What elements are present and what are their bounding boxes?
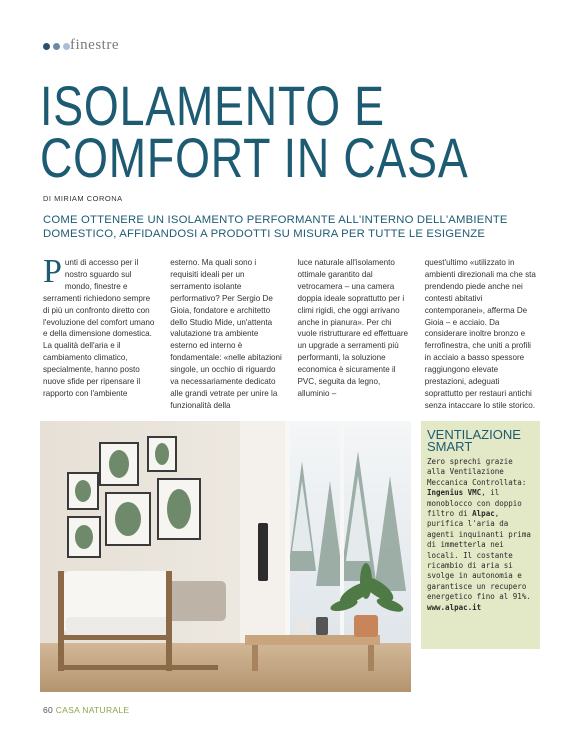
page-footer (43, 705, 129, 715)
column-2: esterno. Ma quali sono i requisiti ideali per un serramento isolante performativo? Per Sergio De Gioia, fondatore e architetto dello Studio Mide, un'attenta valutazione tra ambiente esterno ed interno è fondamentale: «nelle abitazioni singole, un occhio di riguardo va necessariamente dedicato alle grandi vetrate per unire la funzionalità della (170, 258, 282, 410)
ventilation-sidebar (421, 421, 540, 649)
interior-photo-illustration (40, 421, 411, 692)
dropcap: P (43, 253, 62, 290)
magazine-name: CASA NATURALE (55, 705, 130, 715)
dot-dark (43, 43, 50, 50)
subtitle: COME OTTENERE UN ISOLAMENTO PERFORMANTE ALL'INTERNO DELL'AMBIENTE DOMESTICO, AFFIDANDOSI A PRODOTTI SU MISURA PER TUTTE LE ESIGENZE (43, 214, 508, 240)
sidebar-title-line-2: SMART (427, 439, 473, 454)
sidebar-text-3: , purifica l'aria da agenti inquinanti prima di immetterla nei locali. Il costante ricambio di aria si svolge in autonomia e garantisce un recupero energetico fino al 91%. (427, 509, 531, 602)
sidebar-text-2: , il monoblocco con doppio filtro di (427, 488, 522, 519)
brand-name: Alpac (472, 509, 495, 519)
website-link[interactable]: www.alpac.it (427, 602, 482, 612)
title-line-1: ISOLAMENTO E (40, 74, 385, 137)
column-1-text: unti di accesso per il nostro sguardo sul mondo, finestre e serramenti richiedono sempre di più un confronto diretto con l'evoluzione del comfort umano e della dimensione domestica. La qualità dell'aria e il cambiamento climatico, specialmente, hanno posto nuove sfide per ripensare il rapporto con l'ambiente (43, 258, 155, 398)
dot-light (63, 43, 70, 50)
column-1 (43, 253, 157, 401)
section-dots (43, 43, 70, 50)
section-label: finestre (70, 37, 119, 53)
sidebar-text (427, 457, 534, 613)
dot-mid (53, 43, 60, 50)
interior-photo (40, 421, 411, 692)
byline: DI MIRIAM CORONA (43, 194, 123, 203)
page-number: 60 (43, 705, 54, 715)
column-3: luce naturale all'isolamento ottimale garantito dal vetrocamera – una camera doppia ideale soprattutto per i climi rigidi, che oggi arrivano anche in pianura». Per chi vuole ristrutturare ed effettuare un upgrade a serramenti più performanti, la soluzione economica è sicuramente il PVC, seguita da legno, alluminio – (297, 258, 409, 398)
title-line-2: COMFORT IN CASA (40, 126, 469, 189)
sidebar-title (427, 429, 534, 453)
article-columns (43, 253, 539, 410)
column-4: quest'ultimo «utilizzato in ambienti direzionali ma che sta prendendo piede anche nei contesti abitativi contemporanei», afferma De Gioia – e acciaio. Da considerare inoltre bronzo e ferrofinestra, che uniti a profili in acciaio a basso spessore raggiungono elevate prestazioni, adeguati soprattutto per restauri antichi senza intaccare lo stile storico. (424, 258, 536, 410)
sidebar-text-1: Zero sprechi grazie alla Ventilazione Meccanica Controllata: (427, 457, 527, 487)
product-name: Ingenius VMC (427, 488, 482, 498)
sidebar-title-line-1: VENTILAZIONE (427, 427, 521, 442)
